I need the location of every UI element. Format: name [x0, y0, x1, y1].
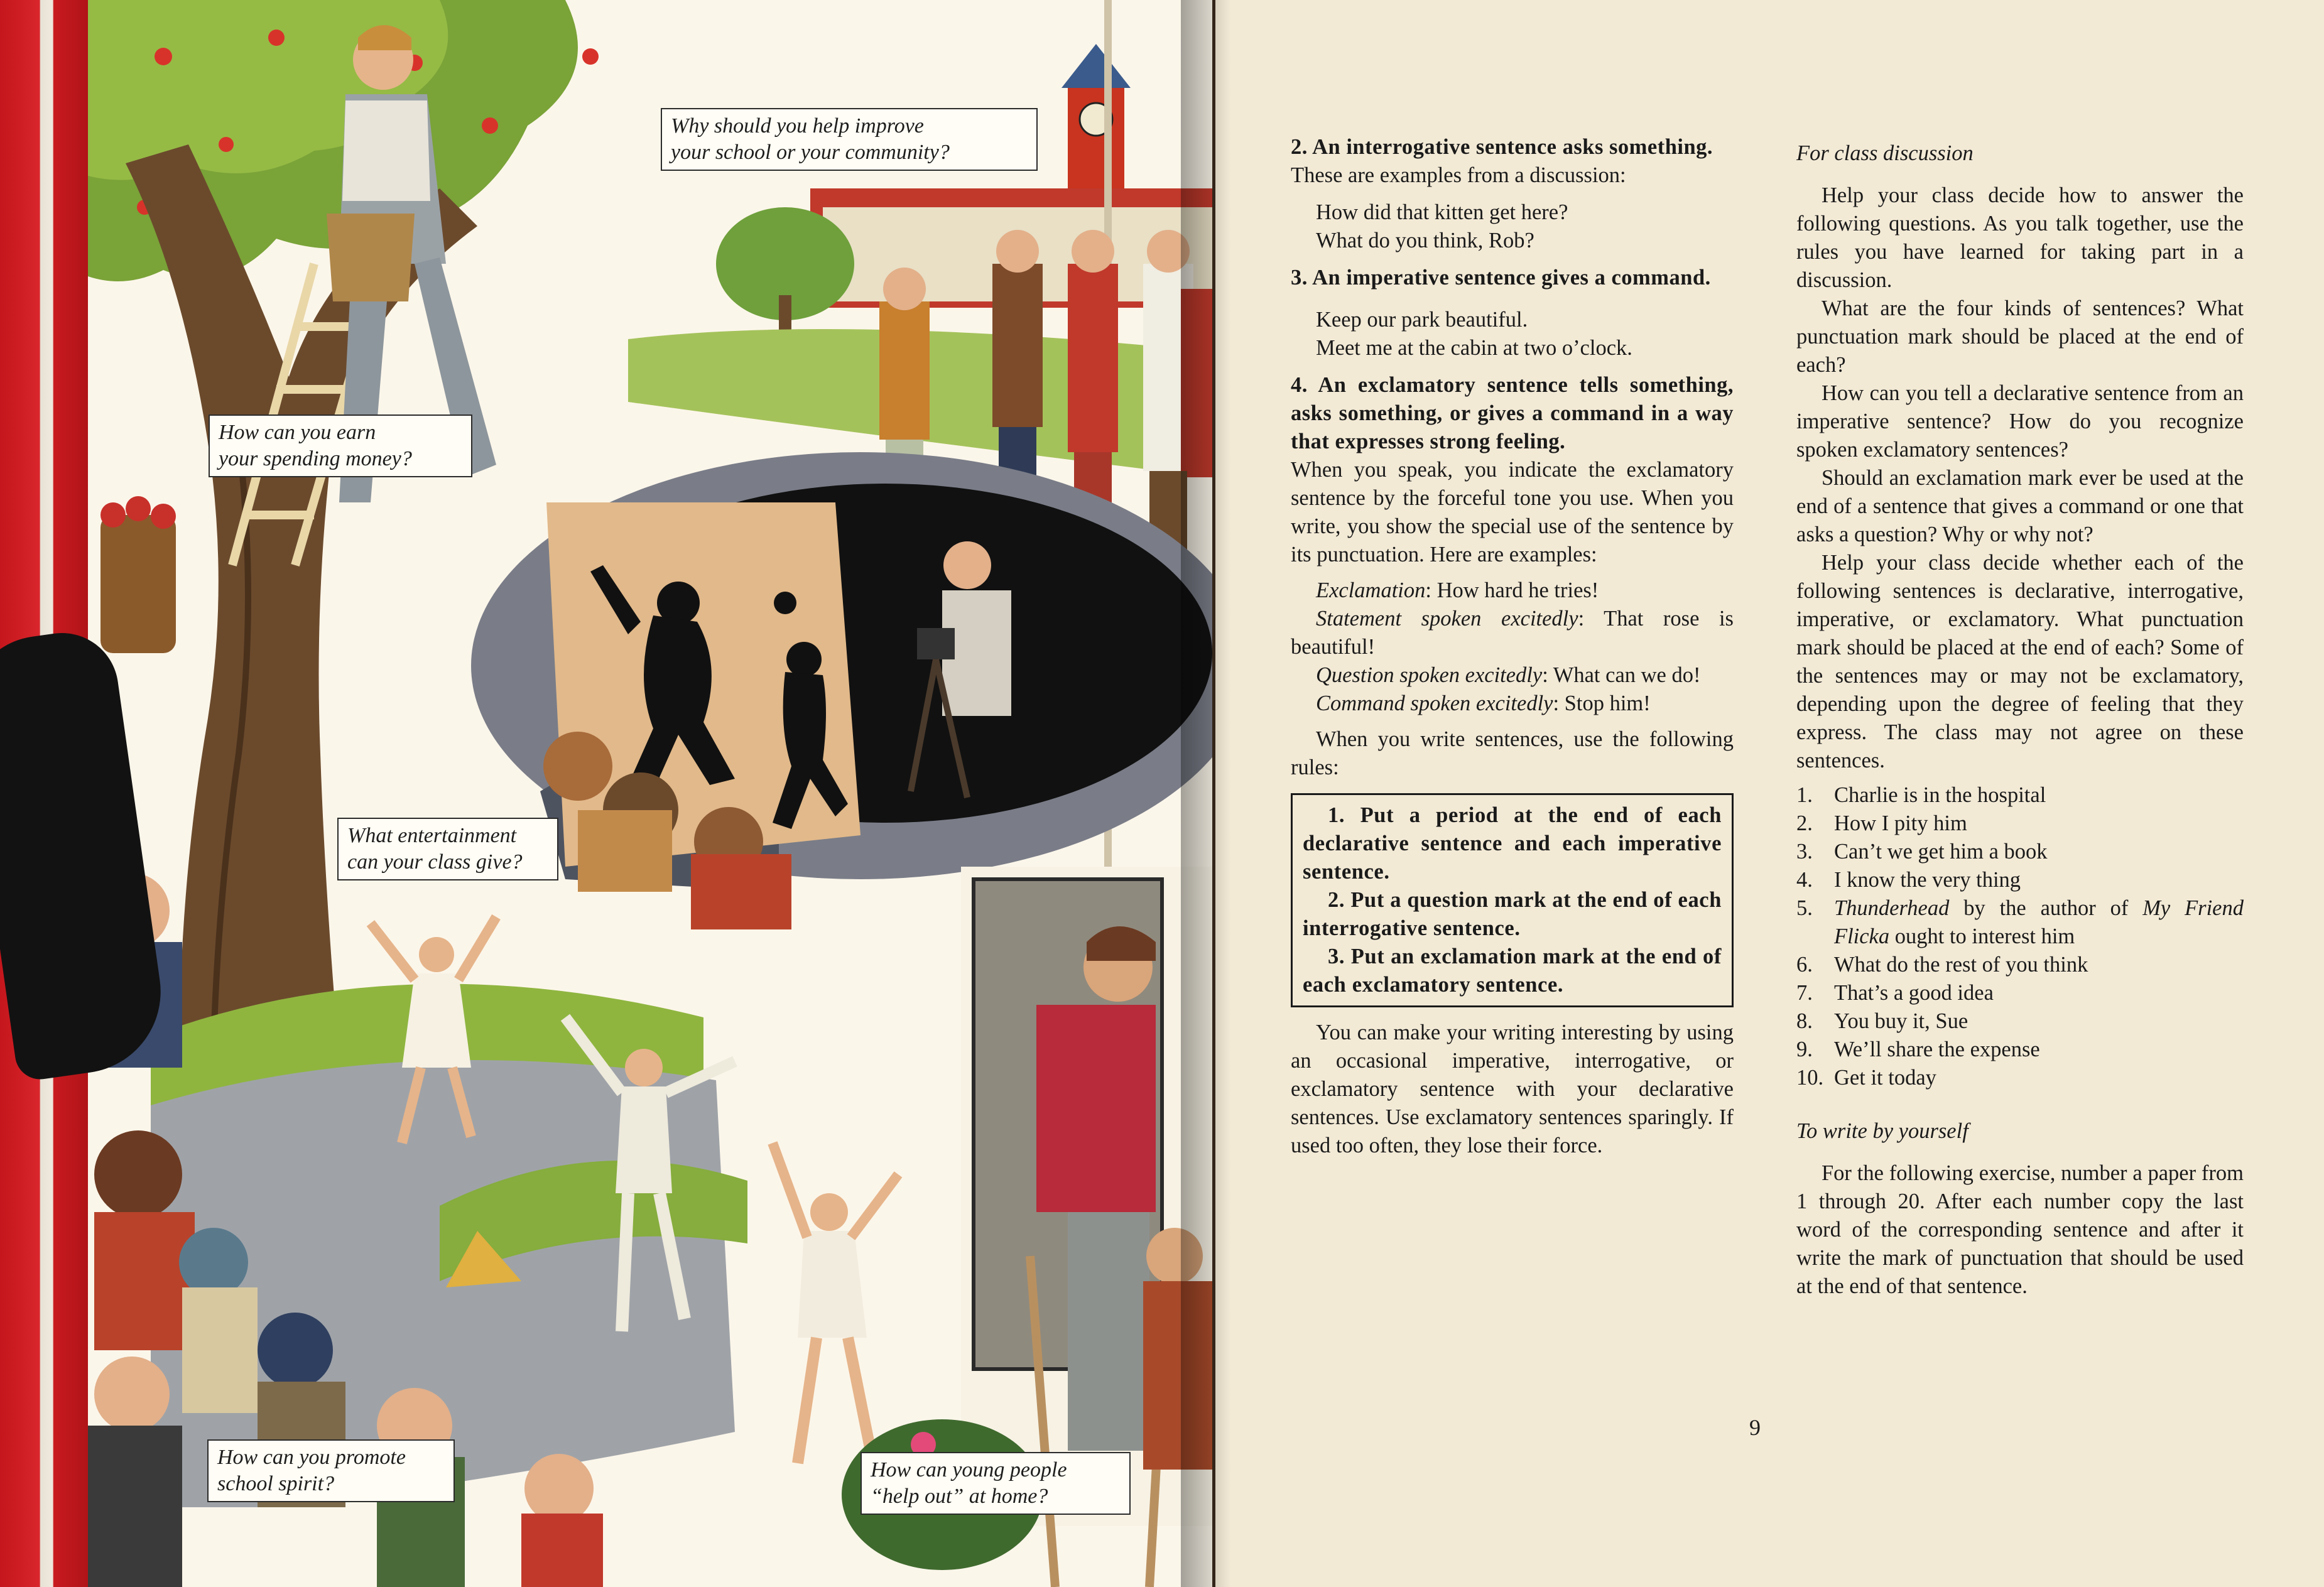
list-item: [1796, 951, 2244, 979]
paragraph: You can make your writing interesting by using an occasional imperative, interrogative, or exclamatory sentence with your declarative sentences. Use exclamatory sentences sparingly. If used too often, they lose their force.: [1291, 1021, 1734, 1157]
example-label: Exclamation: [1316, 578, 1426, 602]
list-text: Can’t we get him a book: [1834, 840, 2048, 864]
caption-improve: [661, 108, 1038, 171]
example-text: : What can we do!: [1542, 663, 1701, 687]
list-item: [1796, 838, 2244, 866]
list-number: 5.: [1796, 896, 1813, 920]
example-sentence: Keep our park beautiful.: [1316, 308, 1528, 332]
subheading-write-yourself: To write by yourself: [1796, 1119, 1968, 1143]
list-item: [1796, 1007, 2244, 1036]
list-number: 8.: [1796, 1009, 1813, 1033]
caption-line: “help out” at home?: [871, 1485, 1048, 1508]
example-label: Question spoken excitedly: [1316, 663, 1543, 687]
list-text: How I pity him: [1834, 811, 1967, 835]
list-text: Charlie is in the hospital: [1834, 783, 2046, 807]
example-sentence: What do you think, Rob?: [1316, 229, 1534, 252]
caption-line: school spirit?: [217, 1472, 335, 1495]
section-heading-interrogative: 2. An interrogative sentence asks something.: [1291, 135, 1713, 159]
paragraph: For the following exercise, number a paper from 1 through 20. After each number copy the last word of the corresponding sentence and after it write the mark of punctuation that should be used at the end of that sentence.: [1796, 1161, 2244, 1298]
illustration: [88, 0, 1212, 1587]
list-number: 10.: [1796, 1066, 1824, 1090]
paragraph: When you speak, you indicate the exclamatory sentence by the forceful tone you use. When you write, you show the special use of the sentence by its punctuation. Here are examples:: [1291, 458, 1734, 566]
paragraph: Help your class decide how to answer the following questions. As you talk together, use the rules you have learned for taking part in a discussion.: [1796, 183, 2244, 292]
caption-spirit: [207, 1439, 455, 1502]
caption-line: your school or your community?: [671, 141, 950, 164]
caption-earn: [209, 414, 472, 477]
caption-line: How can you earn: [219, 421, 376, 444]
rule-item: 2. Put a question mark at the end of each interrogative sentence.: [1303, 888, 1722, 940]
caption-line: can your class give?: [347, 850, 523, 874]
paragraph: These are examples from a discussion:: [1291, 163, 1626, 187]
caption-entertainment: [337, 818, 558, 880]
example-command: [1291, 690, 1734, 718]
list-number: 4.: [1796, 868, 1813, 892]
list-text-part: by the author of: [1949, 896, 2143, 920]
rule-item: 3. Put an exclamation mark at the end of each exclamatory sentence.: [1303, 945, 1722, 997]
section-heading-exclamatory: 4. An exclamatory sentence tells something, asks something, or gives a command in a way that expresses strong feeling.: [1291, 373, 1734, 453]
caption-line: your spending money?: [219, 447, 412, 470]
example-text: : Stop him!: [1553, 691, 1651, 715]
paragraph: What are the four kinds of sentences? What punctuation mark should be placed at the end of each?: [1796, 296, 2244, 377]
rules-box: [1291, 793, 1734, 1007]
list-item: [1796, 1036, 2244, 1064]
list-text: That’s a good idea: [1834, 981, 1994, 1005]
text-column-right: [1796, 139, 2244, 1301]
list-text-part: ought to interest him: [1889, 924, 2075, 948]
caption-help: [861, 1452, 1131, 1515]
list-number: 9.: [1796, 1037, 1813, 1061]
paragraph: Help your class decide whether each of the following sentences is declarative, interrogative, imperative, or exclamatory. What punctuation mark should be placed at the end of each? Some of the sentences may or may not be exclamatory, depending upon the degree of feeling that they express. The class may not agree on these sentences.: [1796, 551, 2244, 772]
list-item: [1796, 1064, 2244, 1092]
example-sentence: Meet me at the cabin at two o’clock.: [1316, 336, 1632, 360]
list-text: We’ll share the expense: [1834, 1037, 2040, 1061]
example-text: : That rose is beautiful!: [1291, 607, 1734, 659]
list-text: Get it today: [1834, 1066, 1936, 1090]
list-item: [1796, 979, 2244, 1007]
exercise-list: [1796, 781, 2244, 1092]
list-number: 6.: [1796, 953, 1813, 977]
caption-line: How can young people: [871, 1458, 1067, 1481]
paragraph: Should an exclamation mark ever be used at the end of a sentence that gives a command or one that asks a question? Why or why not?: [1796, 466, 2244, 546]
example-label: Statement spoken excitedly: [1316, 607, 1578, 631]
section-heading-imperative: 3. An imperative sentence gives a command.: [1291, 266, 1711, 290]
example-label: Command spoken excitedly: [1316, 691, 1553, 715]
example-statement: [1291, 605, 1734, 661]
list-number: 1.: [1796, 783, 1813, 807]
subheading-class-discussion: For class discussion: [1796, 141, 1974, 165]
list-number: 7.: [1796, 981, 1813, 1005]
book-title: Thunderhead: [1834, 896, 1950, 920]
list-text: I know the very thing: [1834, 868, 2021, 892]
page-gutter-shadow: [1181, 0, 1231, 1587]
example-exclamation: [1291, 577, 1734, 605]
caption-line: Why should you help improve: [671, 114, 924, 138]
page-number: 9: [1749, 1415, 1761, 1440]
list-text: What do the rest of you think: [1834, 953, 2088, 977]
list-item: [1796, 781, 2244, 810]
list-item: [1796, 866, 2244, 894]
caption-line: What entertainment: [347, 824, 517, 847]
book-title: My Friend Flicka: [1834, 896, 2244, 948]
illustration-page: [88, 0, 1212, 1587]
list-number: 2.: [1796, 811, 1813, 835]
example-question: [1291, 661, 1734, 690]
list-item: [1796, 894, 2244, 951]
caption-line: How can you promote: [217, 1446, 406, 1469]
rule-item: 1. Put a period at the end of each declarative sentence and each imperative sentence.: [1303, 803, 1722, 884]
text-column-left: [1291, 133, 1734, 1160]
list-text: You buy it, Sue: [1834, 1009, 1968, 1033]
list-text: [1834, 894, 2244, 951]
example-sentence: How did that kitten get here?: [1316, 200, 1568, 224]
list-number: 3.: [1796, 840, 1813, 864]
list-item: [1796, 810, 2244, 838]
example-text: : How hard he tries!: [1425, 578, 1599, 602]
paragraph: When you write sentences, use the following rules:: [1291, 727, 1734, 779]
paragraph: How can you tell a declarative sentence from an imperative sentence? How do you recognize spoken exclamatory sentences?: [1796, 381, 2244, 462]
